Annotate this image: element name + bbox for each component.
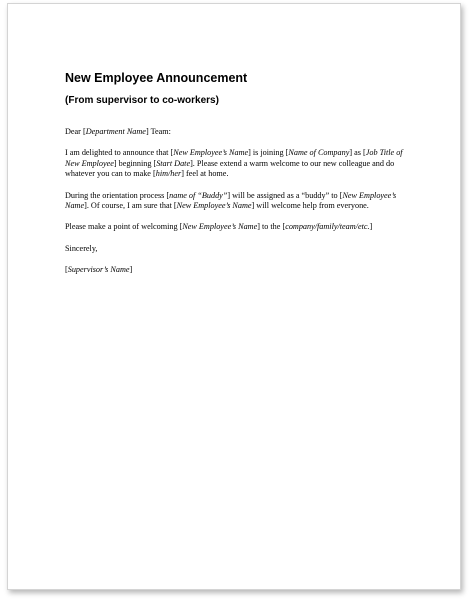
buddy-name-placeholder: name of “Buddy” (169, 190, 228, 200)
paragraph-welcome: Please make a point of welcoming [New Employee’s Name] to the [company/family/team/etc.] (65, 222, 373, 232)
document-title: New Employee Announcement (65, 71, 248, 85)
new-employee-name-placeholder: Name (65, 201, 85, 211)
department-name-placeholder: Department Name (85, 127, 146, 136)
document-page (7, 3, 461, 590)
paragraph-line: Name]. Of course, I am sure that [New Employee’s Name] will welcome help from everyone. (65, 201, 369, 211)
new-employee-name-placeholder: New Employee’s Name (182, 222, 258, 232)
job-title-placeholder: Job Title of (365, 148, 403, 158)
closing: Sincerely, (65, 243, 98, 253)
new-employee-name-placeholder: New Employee’s Name (173, 148, 249, 158)
paragraph-line: During the orientation process [name of “Buddy”] will be assigned as a “buddy” to [New Employee’s (65, 190, 397, 200)
paragraph-line: whatever you can to make [him/her] feel at home. (65, 169, 229, 179)
paragraph-buddy (65, 191, 417, 212)
paragraph-announcement (65, 148, 417, 180)
new-employee-name-placeholder: New Employee’s (342, 190, 397, 200)
document-subtitle: (From supervisor to co-workers) (65, 95, 219, 106)
salutation: Dear [Department Name] Team: (65, 127, 171, 136)
paragraph-line: I am delighted to announce that [New Employee’s Name] is joining [Name of Company] as [Job Title of (65, 148, 403, 158)
paragraph-line: New Employee] beginning [Start Date]. Please extend a warm welcome to our new colleague and do (65, 158, 395, 168)
new-employee-name-placeholder: New Employee’s Name (176, 201, 252, 211)
start-date-placeholder: Start Date (156, 158, 191, 168)
job-title-placeholder: New Employee (65, 158, 114, 168)
supervisor-name-placeholder: Supervisor’s Name (67, 264, 130, 274)
letter-body (65, 127, 417, 286)
pronoun-placeholder: him/her (155, 169, 182, 179)
company-name-placeholder: Name of Company (288, 148, 350, 158)
company-family-team-placeholder: company/family/team/etc. (285, 222, 370, 232)
signature: [Supervisor’s Name] (65, 264, 133, 274)
